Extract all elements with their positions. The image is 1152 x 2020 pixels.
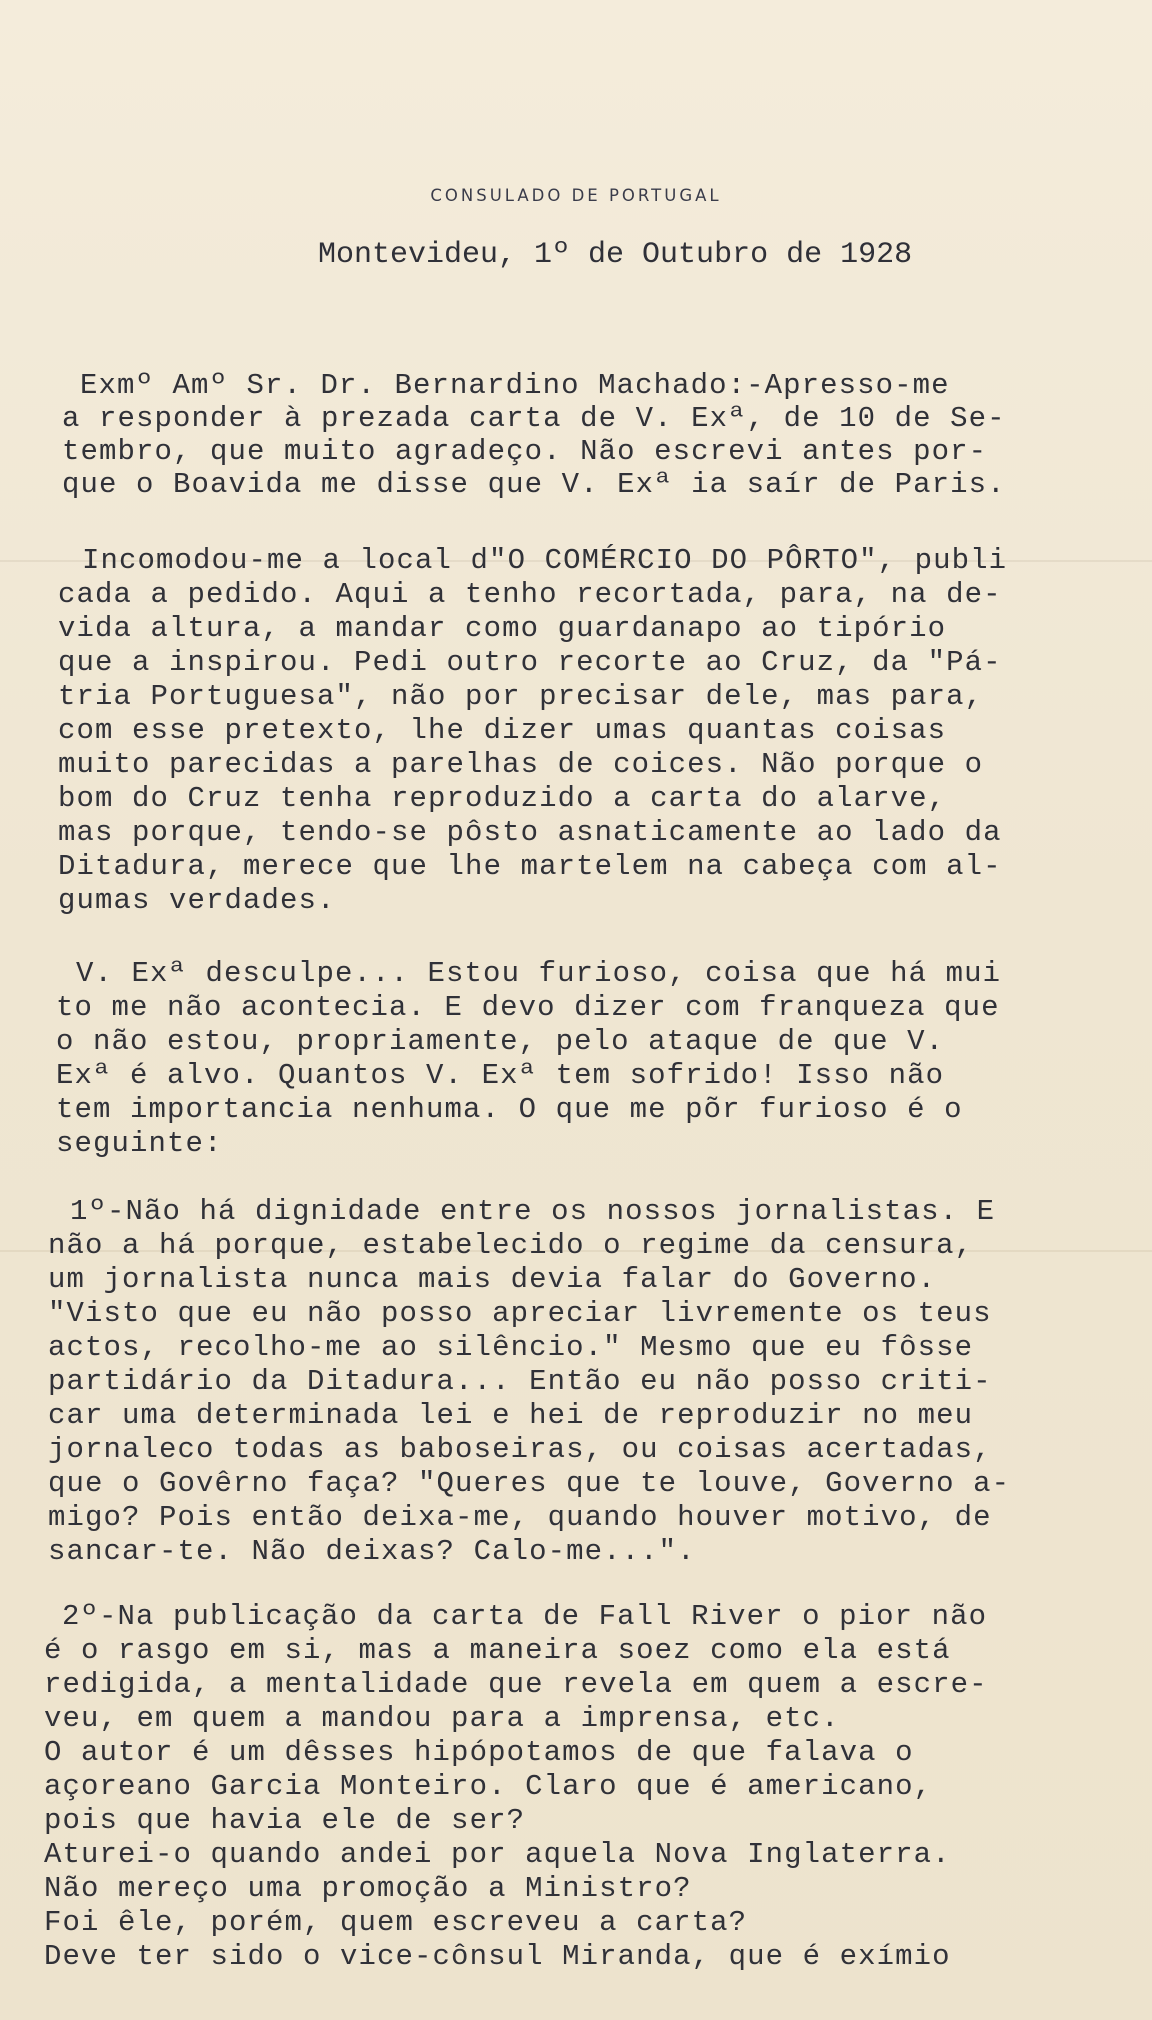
letterhead: CONSULADO DE PORTUGAL	[430, 186, 722, 205]
letter-line: "Visto que eu não posso apreciar livremente os teus	[48, 1297, 992, 1330]
letter-line: car uma determinada lei e hei de reproduzir no meu	[48, 1399, 974, 1432]
letter-line: tembro, que muito agradeço. Não escrevi antes por-	[62, 435, 988, 468]
letter-line: veu, em quem a mandou para a imprensa, etc.	[44, 1702, 840, 1735]
letter-line: Incomodou-me a local d"O COMÉRCIO DO PÔRTO", publi	[82, 544, 1008, 577]
letter-line: sancar-te. Não deixas? Calo-me...".	[48, 1535, 696, 1568]
dateline: Montevideu, 1º de Outubro de 1928	[318, 238, 913, 272]
letter-line: que o Boavida me disse que V. Exª ia saír de Paris.	[62, 468, 1006, 501]
letter-line: pois que havia ele de ser?	[44, 1804, 526, 1837]
letter-line: gumas verdades.	[58, 884, 336, 917]
letter-line: V. Exª desculpe... Estou furioso, coisa que há mui	[76, 957, 1002, 990]
letter-line: jornaleco todas as baboseiras, ou coisas acertadas,	[48, 1433, 992, 1466]
letter-line: redigida, a mentalidade que revela em quem a escre-	[44, 1668, 988, 1701]
letter-line: mas porque, tendo-se pôsto asnaticamente ao lado da	[58, 816, 1002, 849]
letter-line: muito parecidas a parelhas de coices. Não porque o	[58, 748, 984, 781]
letter-line: actos, recolho-me ao silêncio." Mesmo que eu fôsse	[48, 1331, 974, 1364]
letter-line: tria Portuguesa", não por precisar dele, mas para,	[58, 680, 984, 713]
letter-line: vida altura, a mandar como guardanapo ao tipório	[58, 612, 947, 645]
letter-line: Deve ter sido o vice-cônsul Miranda, que é exímio	[44, 1940, 951, 1973]
letter-line: to me não acontecia. E devo dizer com franqueza que	[56, 991, 1000, 1024]
letter-line: açoreano Garcia Monteiro. Claro que é americano,	[44, 1770, 933, 1803]
letter-line: um jornalista nunca mais devia falar do Governo.	[48, 1263, 937, 1296]
letter-line: a responder à prezada carta de V. Exª, de 10 de Se-	[62, 402, 1006, 435]
letter-line: Não mereço uma promoção a Ministro?	[44, 1872, 692, 1905]
letter-line: com esse pretexto, lhe dizer umas quantas coisas	[58, 714, 947, 747]
letter-line: Aturei-o quando andei por aquela Nova Inglaterra.	[44, 1838, 951, 1871]
letter-line: partidário da Ditadura... Então eu não posso criti-	[48, 1365, 992, 1398]
letter-line: O autor é um dêsses hipópotamos de que falava o	[44, 1736, 914, 1769]
letter-line: que o Govêrno faça? "Queres que te louve, Governo a-	[48, 1467, 1011, 1500]
letter-line: bom do Cruz tenha reproduzido a carta do alarve,	[58, 782, 947, 815]
letter-line: seguinte:	[56, 1127, 223, 1160]
letter-line: tem importancia nenhuma. O que me põr furioso é o	[56, 1093, 963, 1126]
letter-line: 1º-Não há dignidade entre os nossos jornalistas. E	[70, 1195, 996, 1228]
letter-line: o não estou, propriamente, pelo ataque de que V.	[56, 1025, 945, 1058]
letter-line: Exmº Amº Sr. Dr. Bernardino Machado:-Apresso-me	[80, 369, 950, 402]
letter-line: é o rasgo em si, mas a maneira soez como ela está	[44, 1634, 951, 1667]
letter-line: cada a pedido. Aqui a tenho recortada, para, na de-	[58, 578, 1002, 611]
letter-line: Ditadura, merece que lhe martelem na cabeça com al-	[58, 850, 1002, 883]
letter-line: 2º-Na publicação da carta de Fall River o pior não	[62, 1600, 988, 1633]
letter-line: que a inspirou. Pedi outro recorte ao Cruz, da "Pá-	[58, 646, 1002, 679]
letter-line: não a há porque, estabelecido o regime da censura,	[48, 1229, 974, 1262]
letter-line: Foi êle, porém, quem escreveu a carta?	[44, 1906, 748, 1939]
letter-line: Exª é alvo. Quantos V. Exª tem sofrido! Isso não	[56, 1059, 945, 1092]
letter-line: migo? Pois então deixa-me, quando houver motivo, de	[48, 1501, 992, 1534]
